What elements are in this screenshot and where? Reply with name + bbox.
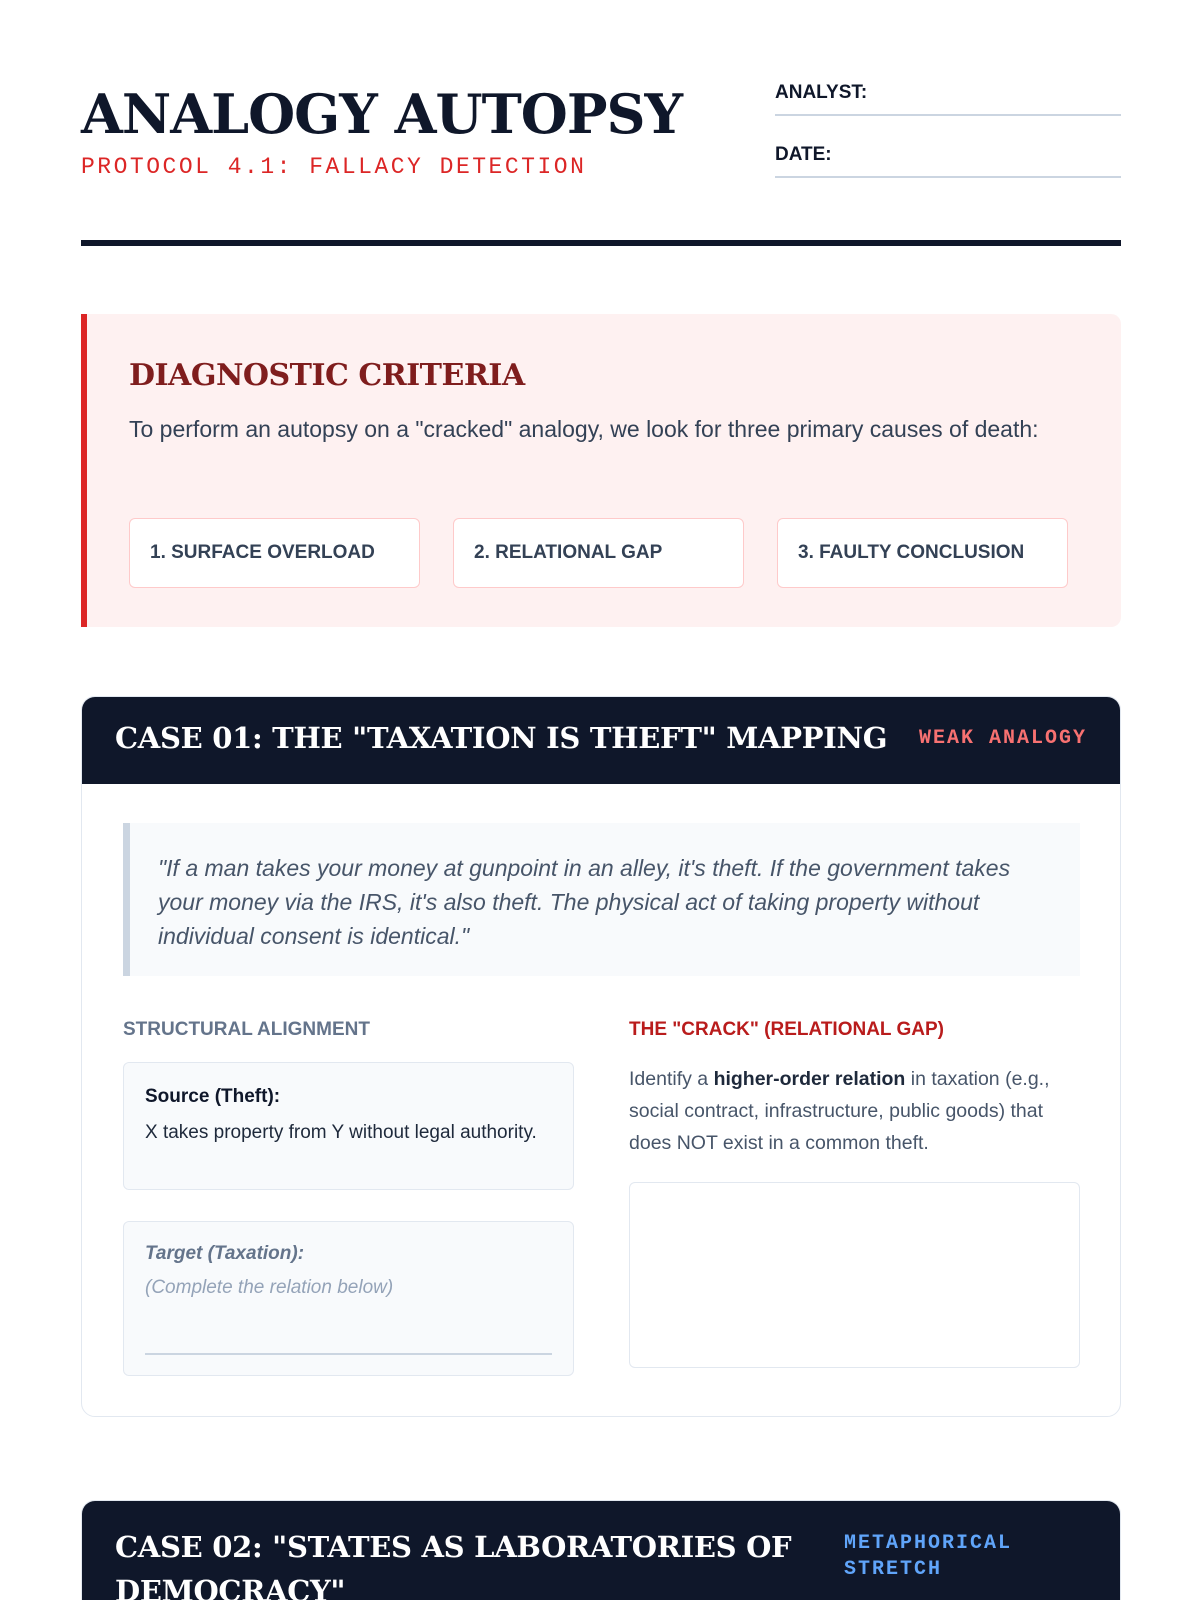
crack-text-post: in taxation (e.g., social contract, infrastructure, public goods) that does NOT exist in a common theft. <box>629 1068 1050 1154</box>
case-01-tag: WEAK ANALOGY <box>918 727 1087 750</box>
target-label: Target (Taxation): <box>145 1243 305 1264</box>
crack-instructions <box>629 1063 1085 1159</box>
crack-answer-box[interactable] <box>629 1182 1080 1368</box>
analyst-label: ANALYST: <box>775 82 868 103</box>
case-02-card <box>81 1500 1121 1600</box>
criteria-heading: DIAGNOSTIC CRITERIA <box>129 358 525 393</box>
case-02-tag: METAPHORICAL STRETCH <box>844 1532 1013 1581</box>
target-hint: (Complete the relation below) <box>145 1277 394 1298</box>
target-box[interactable] <box>123 1221 574 1376</box>
crack-text-pre: Identify a <box>629 1068 714 1090</box>
header-divider <box>81 240 1121 246</box>
date-field[interactable] <box>775 142 1121 178</box>
criterion-surface-overload: 1. SURFACE OVERLOAD <box>129 518 420 588</box>
page-header <box>81 80 1121 250</box>
date-label: DATE: <box>775 144 832 165</box>
crack-label: THE "CRACK" (RELATIONAL GAP) <box>629 1019 944 1040</box>
structural-alignment-label: STRUCTURAL ALIGNMENT <box>123 1019 370 1040</box>
source-label: Source (Theft): <box>145 1086 281 1107</box>
criteria-intro: To perform an autopsy on a "cracked" analogy, we look for three primary causes of death: <box>129 416 1039 442</box>
case-02-title: CASE 02: "STATES AS LABORATORIES OF DEMOCRACY" <box>115 1530 792 1600</box>
criterion-faulty-conclusion: 3. FAULTY CONCLUSION <box>777 518 1068 588</box>
diagnostic-criteria-panel <box>81 314 1121 627</box>
page-subtitle: PROTOCOL 4.1: FALLACY DETECTION <box>81 154 587 180</box>
source-text: X takes property from Y without legal authority. <box>145 1122 537 1143</box>
target-answer-line[interactable] <box>145 1353 552 1355</box>
case-01-quote: "If a man takes your money at gunpoint in an alley, it's theft. If the government takes your money via the IRS, it's also theft. The physical act of taking property without individual consent is identical." <box>123 823 1080 976</box>
source-box <box>123 1062 574 1190</box>
case-01-card <box>81 696 1121 1417</box>
case-01-header <box>82 697 1120 784</box>
case-02-header <box>82 1501 1120 1600</box>
case-01-title: CASE 01: THE "TAXATION IS THEFT" MAPPING <box>115 721 888 755</box>
analyst-field[interactable] <box>775 80 1121 116</box>
page-title: ANALOGY AUTOPSY <box>81 82 682 146</box>
criterion-relational-gap: 2. RELATIONAL GAP <box>453 518 744 588</box>
crack-text-bold: higher-order relation <box>713 1068 906 1090</box>
